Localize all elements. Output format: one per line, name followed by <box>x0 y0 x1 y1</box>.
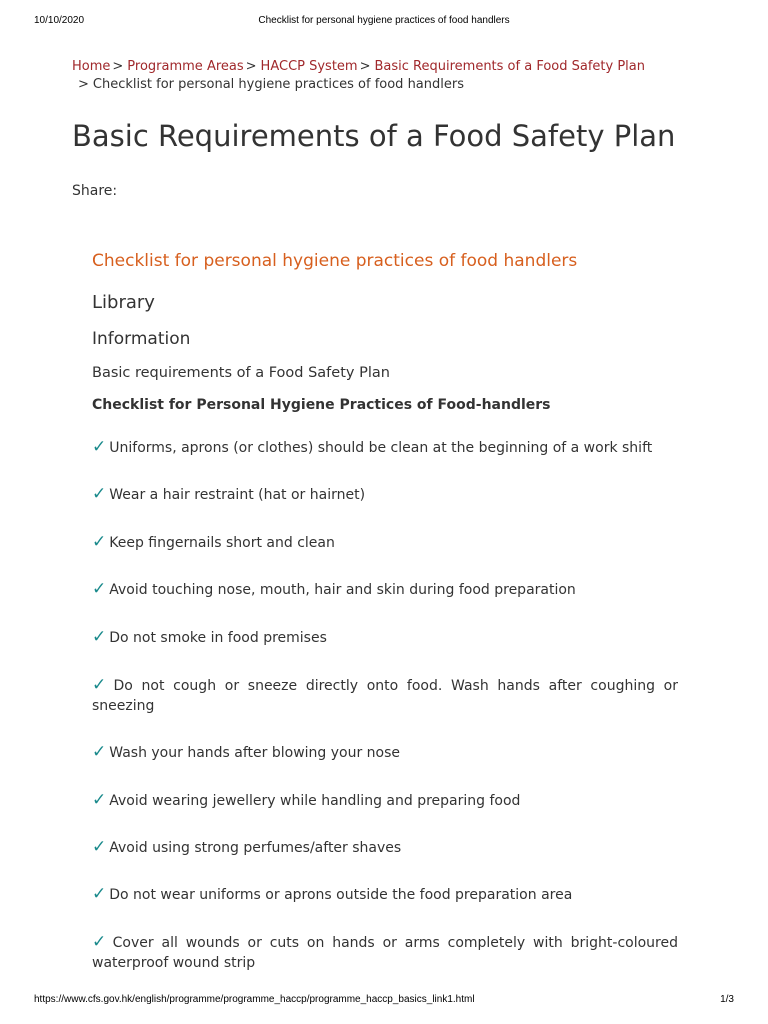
checkmark-icon: ✓ <box>92 790 107 810</box>
checklist-item-text: Do not wear uniforms or aprons outside the food preparation area <box>109 887 573 903</box>
checklist-item <box>92 675 678 716</box>
checkmark-icon: ✓ <box>92 742 107 762</box>
checklist-item-text: Wash your hands after blowing your nose <box>109 745 401 761</box>
checklist-item <box>92 484 678 505</box>
checklist-item <box>92 837 678 858</box>
checklist-item-text: Avoid wearing jewellery while handling and preparing food <box>109 793 521 809</box>
page-number: 1/3 <box>720 994 734 1005</box>
food-safety-plan-subheading: Basic requirements of a Food Safety Plan <box>92 365 390 381</box>
checkmark-icon: ✓ <box>92 627 107 647</box>
checklist-item <box>92 627 678 648</box>
breadcrumb-separator: > <box>78 77 89 92</box>
checkmark-icon: ✓ <box>92 932 110 952</box>
library-heading: Library <box>92 292 155 313</box>
checklist-item-text: Do not cough or sneeze directly onto food. Wash hands after coughing or sneezing <box>92 678 678 714</box>
checkmark-icon: ✓ <box>92 884 107 904</box>
checklist-item-text: Keep fingernails short and clean <box>109 535 335 551</box>
checklist-item <box>92 884 678 905</box>
checklist-item <box>92 532 678 553</box>
breadcrumb <box>72 58 712 94</box>
checkmark-icon: ✓ <box>92 437 107 457</box>
page-url: https://www.cfs.gov.hk/english/programme/programme_haccp/programme_haccp_basics_link1.html <box>34 994 475 1005</box>
print-footer <box>34 994 734 1010</box>
main-content <box>92 248 678 971</box>
checklist-item-text: Uniforms, aprons (or clothes) should be clean at the beginning of a work shift <box>109 440 653 456</box>
breadcrumb-basic-requirements[interactable]: Basic Requirements of a Food Safety Plan <box>374 59 645 74</box>
checklist-heading: Checklist for Personal Hygiene Practices of Food-handlers <box>92 397 551 413</box>
checkmark-icon: ✓ <box>92 579 107 599</box>
checklist-item <box>92 579 678 600</box>
breadcrumb-separator: > <box>359 59 371 74</box>
information-heading: Information <box>92 329 191 349</box>
print-title: Checklist for personal hygiene practices of food handlers <box>258 15 510 26</box>
checkmark-icon: ✓ <box>92 675 111 695</box>
breadcrumb-current: Checklist for personal hygiene practices of food handlers <box>92 77 464 92</box>
checklist-item-text: Avoid using strong perfumes/after shaves <box>109 840 402 856</box>
checklist-item <box>92 742 678 763</box>
page-title: Basic Requirements of a Food Safety Plan <box>72 119 676 153</box>
breadcrumb-programme-areas[interactable]: Programme Areas <box>127 59 244 74</box>
breadcrumb-haccp-system[interactable]: HACCP System <box>260 59 358 74</box>
checkmark-icon: ✓ <box>92 484 107 504</box>
checklist-item <box>92 437 678 458</box>
breadcrumb-separator: > <box>112 59 124 74</box>
checklist-item-text: Wear a hair restraint (hat or hairnet) <box>109 487 366 503</box>
checklist-item-text: Avoid touching nose, mouth, hair and skin during food preparation <box>109 582 576 598</box>
print-date: 10/10/2020 <box>34 15 85 26</box>
checklist-item <box>92 790 678 811</box>
print-header <box>34 15 734 31</box>
content-title: Checklist for personal hygiene practices of food handlers <box>92 251 578 271</box>
checkmark-icon: ✓ <box>92 837 107 857</box>
checklist-item-text: Do not smoke in food premises <box>109 630 327 646</box>
checklist-item <box>92 932 678 973</box>
share-label: Share: <box>72 183 118 199</box>
breadcrumb-home[interactable]: Home <box>72 59 111 74</box>
checkmark-icon: ✓ <box>92 532 107 552</box>
breadcrumb-current-line <box>76 76 712 94</box>
checklist-item-text: Cover all wounds or cuts on hands or arms completely with bright-coloured waterproof wound strip <box>92 935 678 971</box>
breadcrumb-separator: > <box>245 59 257 74</box>
